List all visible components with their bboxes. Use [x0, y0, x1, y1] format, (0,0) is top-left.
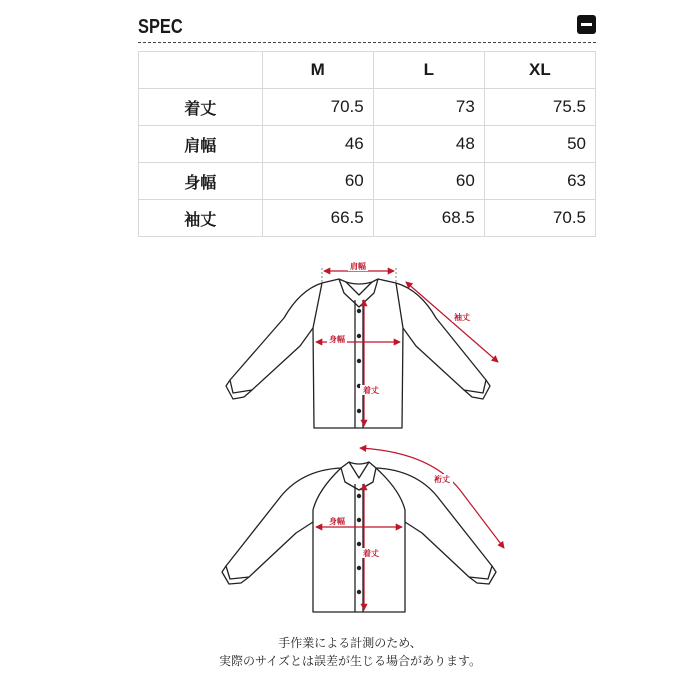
shirt-body — [313, 510, 405, 612]
column-header-xl: XL — [484, 52, 595, 89]
column-header-m: M — [262, 52, 373, 89]
label-sleeve: 袖丈 — [454, 313, 470, 322]
yuki-dimension — [360, 448, 504, 548]
dimension-labels-1 — [327, 261, 472, 395]
left-cuff — [222, 566, 249, 584]
shirt-buttons-front — [357, 309, 361, 413]
table-cell: 66.5 — [262, 200, 373, 237]
note-line-2: 実際のサイズとは誤差が生じる場合があります。 — [218, 654, 482, 668]
row-label: 身幅 — [139, 163, 263, 200]
right-sleeve — [376, 468, 492, 579]
shirt-placket — [355, 300, 363, 428]
right-cuff — [464, 380, 490, 399]
raglan-seams — [313, 468, 405, 510]
table-cell: 63 — [484, 163, 595, 200]
dimension-lines-2 — [316, 448, 504, 610]
table-cell: 60 — [373, 163, 484, 200]
left-sleeve — [230, 283, 322, 393]
table-cell: 50 — [484, 126, 595, 163]
table-cell: 70.5 — [262, 89, 373, 126]
row-label: 肩幅 — [139, 126, 263, 163]
label-shoulder: 肩幅 — [350, 262, 366, 271]
table-cell: 75.5 — [484, 89, 595, 126]
label-yuki: 裄丈 — [434, 475, 450, 484]
table-cell: 46 — [262, 126, 373, 163]
table-cell: 70.5 — [484, 200, 595, 237]
table-cell: 73 — [373, 89, 484, 126]
row-label: 着丈 — [139, 89, 263, 126]
right-cuff — [469, 566, 496, 584]
left-cuff — [226, 380, 252, 399]
spec-title: SPEC — [138, 16, 183, 38]
note-line-1: 手作業による計測のため、 — [278, 636, 422, 650]
shirt-collar — [341, 462, 376, 490]
label-body-width: 身幅 — [329, 335, 345, 344]
left-sleeve — [226, 468, 341, 579]
table-cell: 48 — [373, 126, 484, 163]
right-sleeve — [396, 283, 486, 393]
label-body-width: 身幅 — [329, 517, 345, 526]
shirt-body — [313, 283, 403, 428]
label-length: 着丈 — [363, 549, 379, 558]
shirt-buttons-raglan — [357, 494, 361, 594]
shirt-diagram-front — [226, 279, 490, 428]
collar-back — [349, 462, 369, 464]
column-header-l: L — [373, 52, 484, 89]
row-label: 袖丈 — [139, 200, 263, 237]
dimension-labels-2 — [327, 474, 453, 558]
collar-back — [346, 282, 372, 284]
shirt-shoulders — [322, 279, 396, 283]
table-cell: 60 — [262, 163, 373, 200]
shirt-collar — [339, 279, 378, 307]
table-cell: 68.5 — [373, 200, 484, 237]
label-length: 着丈 — [363, 386, 379, 395]
